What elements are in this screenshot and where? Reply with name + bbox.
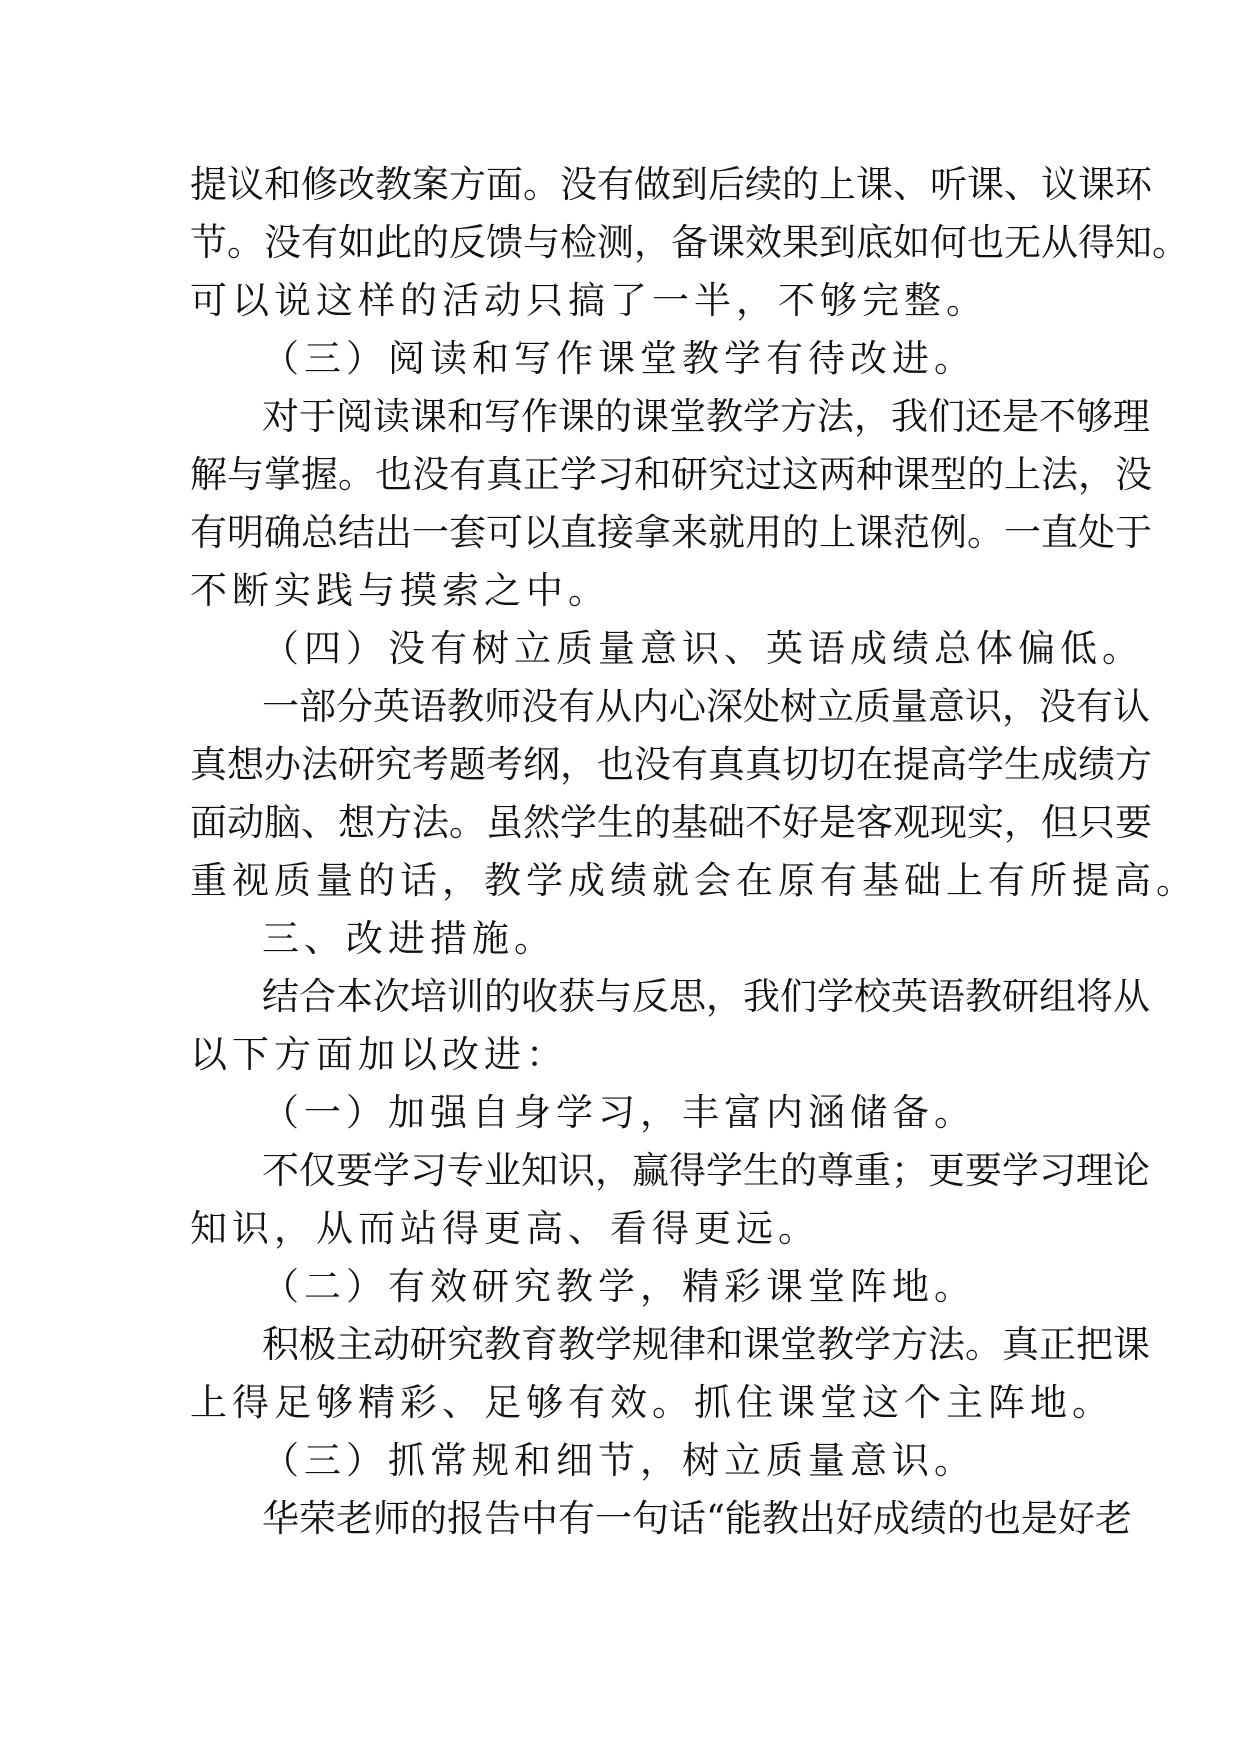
section-heading: （四）没有树立质量意识、英语成绩总体偏低。 [262, 627, 1144, 670]
text-line: 不断实践与摸索之中。 [190, 569, 610, 612]
text-line: 面动脑、想方法。虽然学生的基础不好是客观现实，但只要 [190, 801, 1152, 844]
text-line: 积极主动研究教育教学规律和课堂教学方法。真正把课 [262, 1323, 1150, 1366]
section-heading: （三）抓常规和细节，树立质量意识。 [262, 1439, 976, 1482]
text-line: 一部分英语教师没有从内心深处树立质量意识，没有认 [262, 685, 1150, 728]
section-heading: （一）加强自身学习，丰富内涵储备。 [262, 1091, 976, 1134]
text-line: 结合本次培训的收获与反思，我们学校英语教研组将从 [262, 975, 1150, 1018]
text-line: 对于阅读课和写作课的课堂教学方法，我们还是不够理 [262, 395, 1150, 438]
text-line: 有明确总结出一套可以直接拿来就用的上课范例。一直处于 [190, 511, 1152, 554]
text-line: 以下方面加以改进： [190, 1033, 568, 1076]
text-line: 提议和修改教案方面。没有做到后续的上课、听课、议课环 [190, 163, 1152, 206]
text-line: 真想办法研究考题考纲，也没有真真切切在提高学生成绩方 [190, 743, 1152, 786]
text-line: 华荣老师的报告中有一句话“能教出好成绩的也是好老 [262, 1497, 1132, 1540]
section-heading: （三）阅读和写作课堂教学有待改进。 [262, 337, 976, 380]
text-line: 可以说这样的活动只搞了一半，不够完整。 [190, 279, 988, 322]
section-heading: 三、改进措施。 [262, 917, 556, 960]
text-line: 重视质量的话，教学成绩就会在原有基础上有所提高。 [190, 859, 1198, 902]
text-line: 不仅要学习专业知识，赢得学生的尊重；更要学习理论 [262, 1149, 1150, 1192]
section-heading: （二）有效研究教学，精彩课堂阵地。 [262, 1265, 976, 1308]
text-line: 知识，从而站得更高、看得更远。 [190, 1207, 820, 1250]
text-line: 解与掌握。也没有真正学习和研究过这两种课型的上法，没 [190, 453, 1152, 496]
text-line: 节。没有如此的反馈与检测，备课效果到底如何也无从得知。 [190, 221, 1189, 264]
text-line: 上得足够精彩、足够有效。抓住课堂这个主阵地。 [190, 1381, 1114, 1424]
